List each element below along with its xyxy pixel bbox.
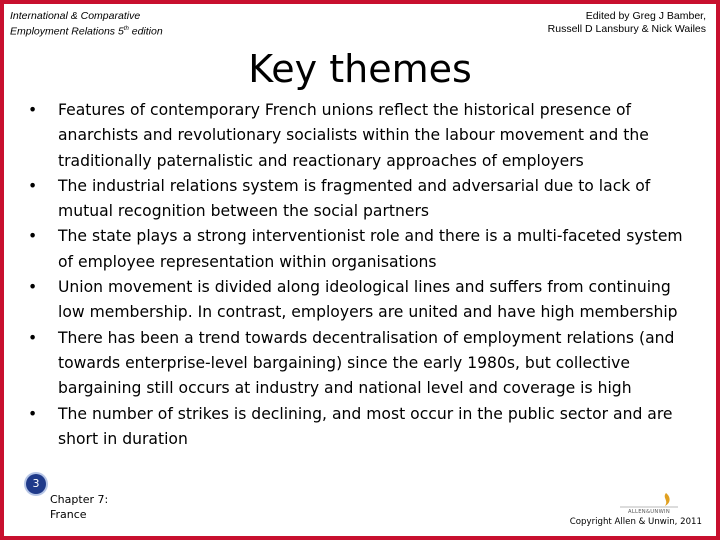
bullet-dot-icon: • <box>28 328 38 347</box>
chapter-label-line2: France <box>50 508 87 521</box>
chapter-label <box>50 492 108 522</box>
bullet-dot-icon: • <box>28 227 38 246</box>
bullet-item <box>26 402 694 453</box>
bullet-item <box>26 174 694 225</box>
header-book-title-line2 <box>10 23 163 39</box>
bullet-text: Union movement is divided along ideological lines and suffers from continuing low membership. In contrast, employers are united and have high membership <box>58 278 678 322</box>
bullet-dot-icon: • <box>28 278 38 297</box>
publisher-logo <box>616 492 682 514</box>
header-book-title-line1: International & Comparative <box>10 10 141 22</box>
slide-title: Key themes <box>248 47 472 91</box>
header-book-title <box>10 10 163 39</box>
bullet-text: Features of contemporary French unions reflect the historical presence of anarchists and revolutionary socialists within the labour movement and the traditionally paternalistic and reactionary approaches of employers <box>58 101 649 170</box>
bullet-dot-icon: • <box>28 404 38 423</box>
logo-flame-icon <box>665 493 670 506</box>
header-book-title-line2-tail: edition <box>128 25 163 38</box>
header-editors-line1: Edited by Greg J Bamber, <box>585 10 706 22</box>
bullet-text: There has been a trend towards decentralisation of employment relations (and towards enterprise-level bargaining) since the early 1980s, but collective bargaining still occurs at industry and national level and coverage is high <box>58 328 675 398</box>
slide <box>4 4 716 536</box>
header-book-title-line2-main: Employment Relations 5 <box>10 25 124 38</box>
bullet-dot-icon: • <box>28 176 38 195</box>
chapter-label-line1: Chapter 7: <box>50 493 109 506</box>
bullet-text: The number of strikes is declining, and most occur in the public sector and are short in duration <box>58 404 673 448</box>
bullet-item <box>26 275 694 326</box>
bullet-item <box>26 326 694 402</box>
bullet-text: The industrial relations system is fragmented and adversarial due to lack of mutual recognition between the social partners <box>58 176 651 221</box>
bullet-text: The state plays a strong interventionist role and there is a multi-faceted system of employee representation within organisations <box>58 227 683 271</box>
copyright-notice: Copyright Allen & Unwin, 2011 <box>569 517 702 527</box>
header-edition-superscript: th <box>123 26 129 32</box>
page-number-badge: 3 <box>26 474 46 494</box>
header-editors-line2: Russell D Lansbury & Nick Wailes <box>547 23 706 35</box>
logo-text: ALLEN&UNWIN <box>627 509 671 514</box>
bullet-item <box>26 224 694 275</box>
header-editors <box>548 10 706 36</box>
bullet-item <box>26 98 694 174</box>
bullet-list <box>26 98 694 452</box>
bullet-dot-icon: • <box>28 101 38 119</box>
